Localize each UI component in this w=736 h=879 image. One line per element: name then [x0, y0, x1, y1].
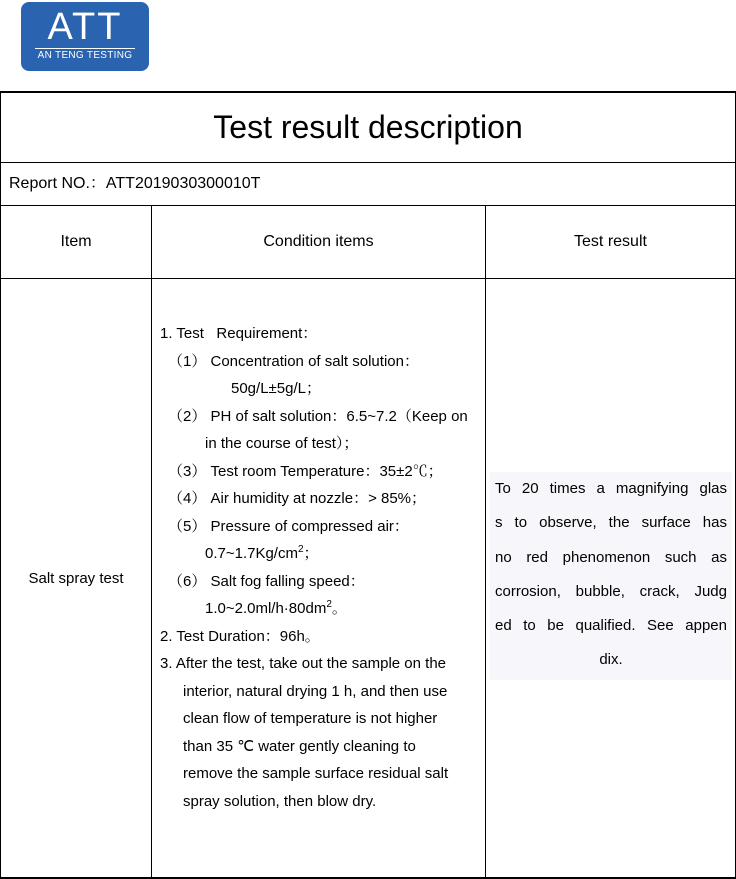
condition-line: 2. Test Duration：96h。 — [160, 627, 320, 645]
condition-line: remove the sample surface residual salt — [183, 765, 449, 782]
condition-text: 1.0~2.0ml/h·80dm — [205, 600, 327, 617]
condition-line: 1. Test Requirement： — [160, 325, 318, 342]
column-divider-1 — [151, 206, 152, 878]
header-condition-items: Condition items — [263, 233, 374, 250]
condition-line: （4） Air humidity at nozzle：> 85%； — [168, 490, 427, 507]
condition-line: 50g/L±5g/L； — [231, 380, 321, 397]
condition-line: （5） Pressure of compressed air： — [168, 517, 409, 535]
condition-line: spray solution, then blow dry. — [183, 792, 377, 810]
header-test-result: Test result — [574, 233, 647, 250]
condition-line: clean flow of temperature is not higher — [183, 710, 438, 727]
condition-line: in the course of test）； — [205, 435, 359, 452]
condition-line: （2） PH of salt solution：6.5~7.2（Keep on — [168, 407, 468, 425]
report-value: ATT2019030300010T — [105, 175, 261, 192]
result-line: ed to be qualified. See appen — [495, 617, 727, 635]
column-divider-2 — [485, 206, 486, 878]
item-cell: Salt spray test — [28, 570, 124, 587]
condition-items-cell — [160, 320, 482, 815]
condition-line: interior, natural drying 1 h, and then use — [183, 682, 448, 700]
condition-line — [160, 540, 482, 568]
condition-line: 3. After the test, take out the sample on the — [160, 655, 447, 672]
logo-divider — [35, 48, 135, 49]
logo-subtitle: AN TENG TESTING — [37, 50, 133, 61]
header-item: Item — [60, 233, 92, 250]
condition-text: 0.7~1.7Kg/cm — [205, 545, 298, 562]
result-line: dix. — [599, 651, 623, 669]
result-line: corrosion, bubble, crack, Judg — [495, 582, 727, 600]
company-logo — [21, 2, 149, 71]
result-line: no red phenomenon such as — [495, 548, 727, 566]
condition-line: （3） Test room Temperature：35±2℃； — [168, 462, 443, 480]
condition-line: （1） Concentration of salt solution： — [168, 352, 419, 370]
condition-line: than 35 ℃ water gently cleaning to — [183, 737, 416, 755]
page-title: Test result description — [213, 108, 523, 145]
test-result-cell — [490, 472, 732, 680]
logo-brand: ATT — [47, 6, 123, 48]
superscript: 2 — [297, 544, 304, 555]
report-label: Report NO.： — [9, 175, 106, 192]
result-line: To 20 times a magnifying glas — [495, 480, 727, 497]
superscript: 2 — [326, 599, 332, 610]
condition-line: （6） Salt fog falling speed： — [168, 572, 365, 590]
result-line: s to observe, the surface has — [495, 514, 727, 532]
condition-text: ； — [303, 545, 319, 562]
condition-text: 。 — [331, 600, 347, 617]
condition-line — [160, 595, 482, 623]
report-number — [9, 163, 260, 205]
